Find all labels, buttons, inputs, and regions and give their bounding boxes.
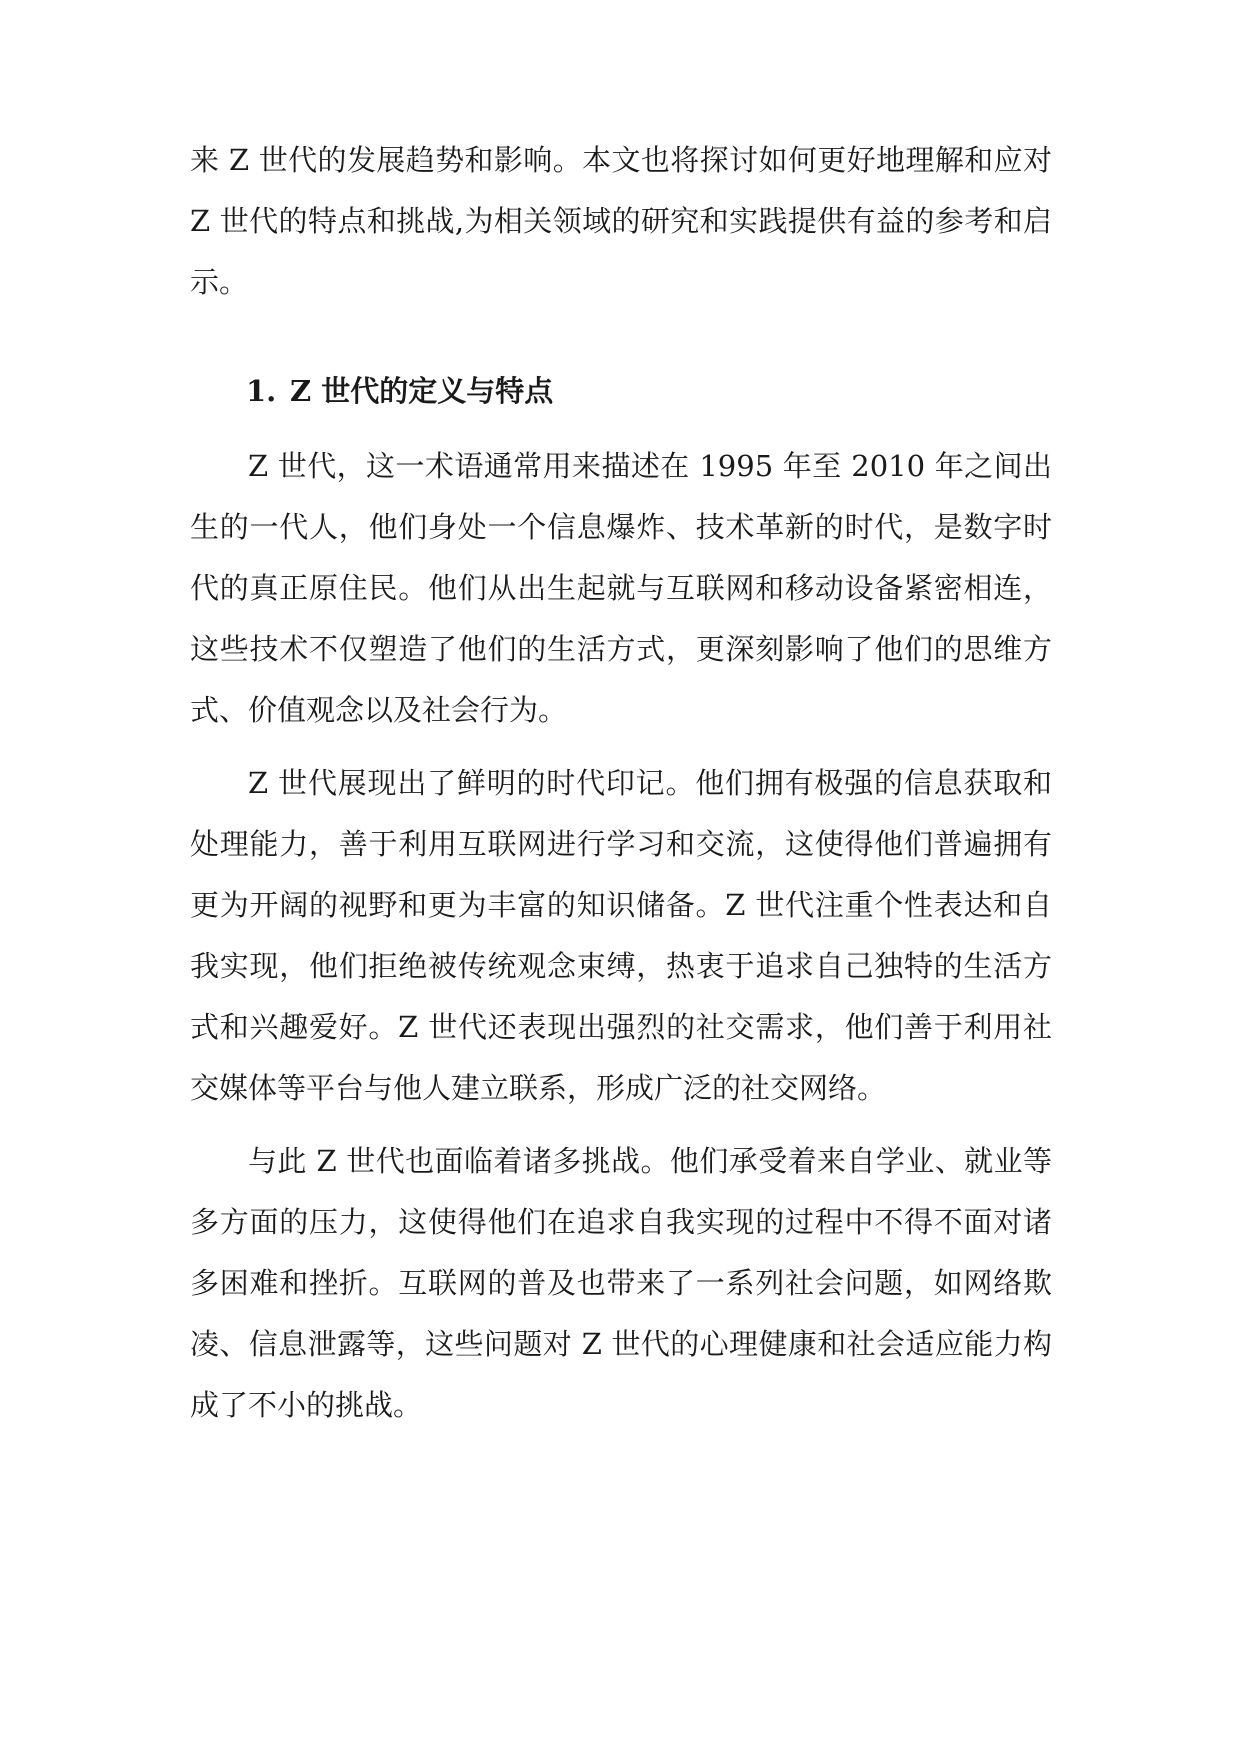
document-page: [190, 130, 1052, 1436]
body-paragraph-1: Z 世代，这一术语通常用来描述在 1995 年至 2010 年之间出生的一代人，他们身处一个信息爆炸、技术革新的时代，是数字时代的真正原住民。他们从出生起就与互联网和移动设备紧密相连，这些技术不仅塑造了他们的生活方式，更深刻影响了他们的思维方式、价值观念以及社会行为。: [190, 449, 1052, 727]
body-paragraph-3: 与此 Z 世代也面临着诸多挑战。他们承受着来自学业、就业等多方面的压力，这使得他们在追求自我实现的过程中不得不面对诸多困难和挫折。互联网的普及也带来了一系列社会问题，如网络欺凌、信息泄露等，这些问题对 Z 世代的心理健康和社会适应能力构成了不小的挑战。: [190, 1144, 1052, 1422]
section-heading: [190, 361, 1052, 422]
section-number: 1.: [246, 374, 277, 408]
section-title: Z 世代的定义与特点: [290, 374, 554, 408]
intro-paragraph: 来 Z 世代的发展趋势和影响。本文也将探讨如何更好地理解和应对 Z 世代的特点和挑战,为相关领域的研究和实践提供有益的参考和启示。: [190, 143, 1052, 299]
body-paragraph-2: Z 世代展现出了鲜明的时代印记。他们拥有极强的信息获取和处理能力，善于利用互联网进行学习和交流，这使得他们普遍拥有更为开阔的视野和更为丰富的知识储备。Z 世代注重个性表达和自我实现，他们拒绝被传统观念束缚，热衷于追求自己独特的生活方式和兴趣爱好。Z 世代还表现出强烈的社交需求，他们善于利用社交媒体等平台与他人建立联系，形成广泛的社交网络。: [190, 766, 1052, 1105]
